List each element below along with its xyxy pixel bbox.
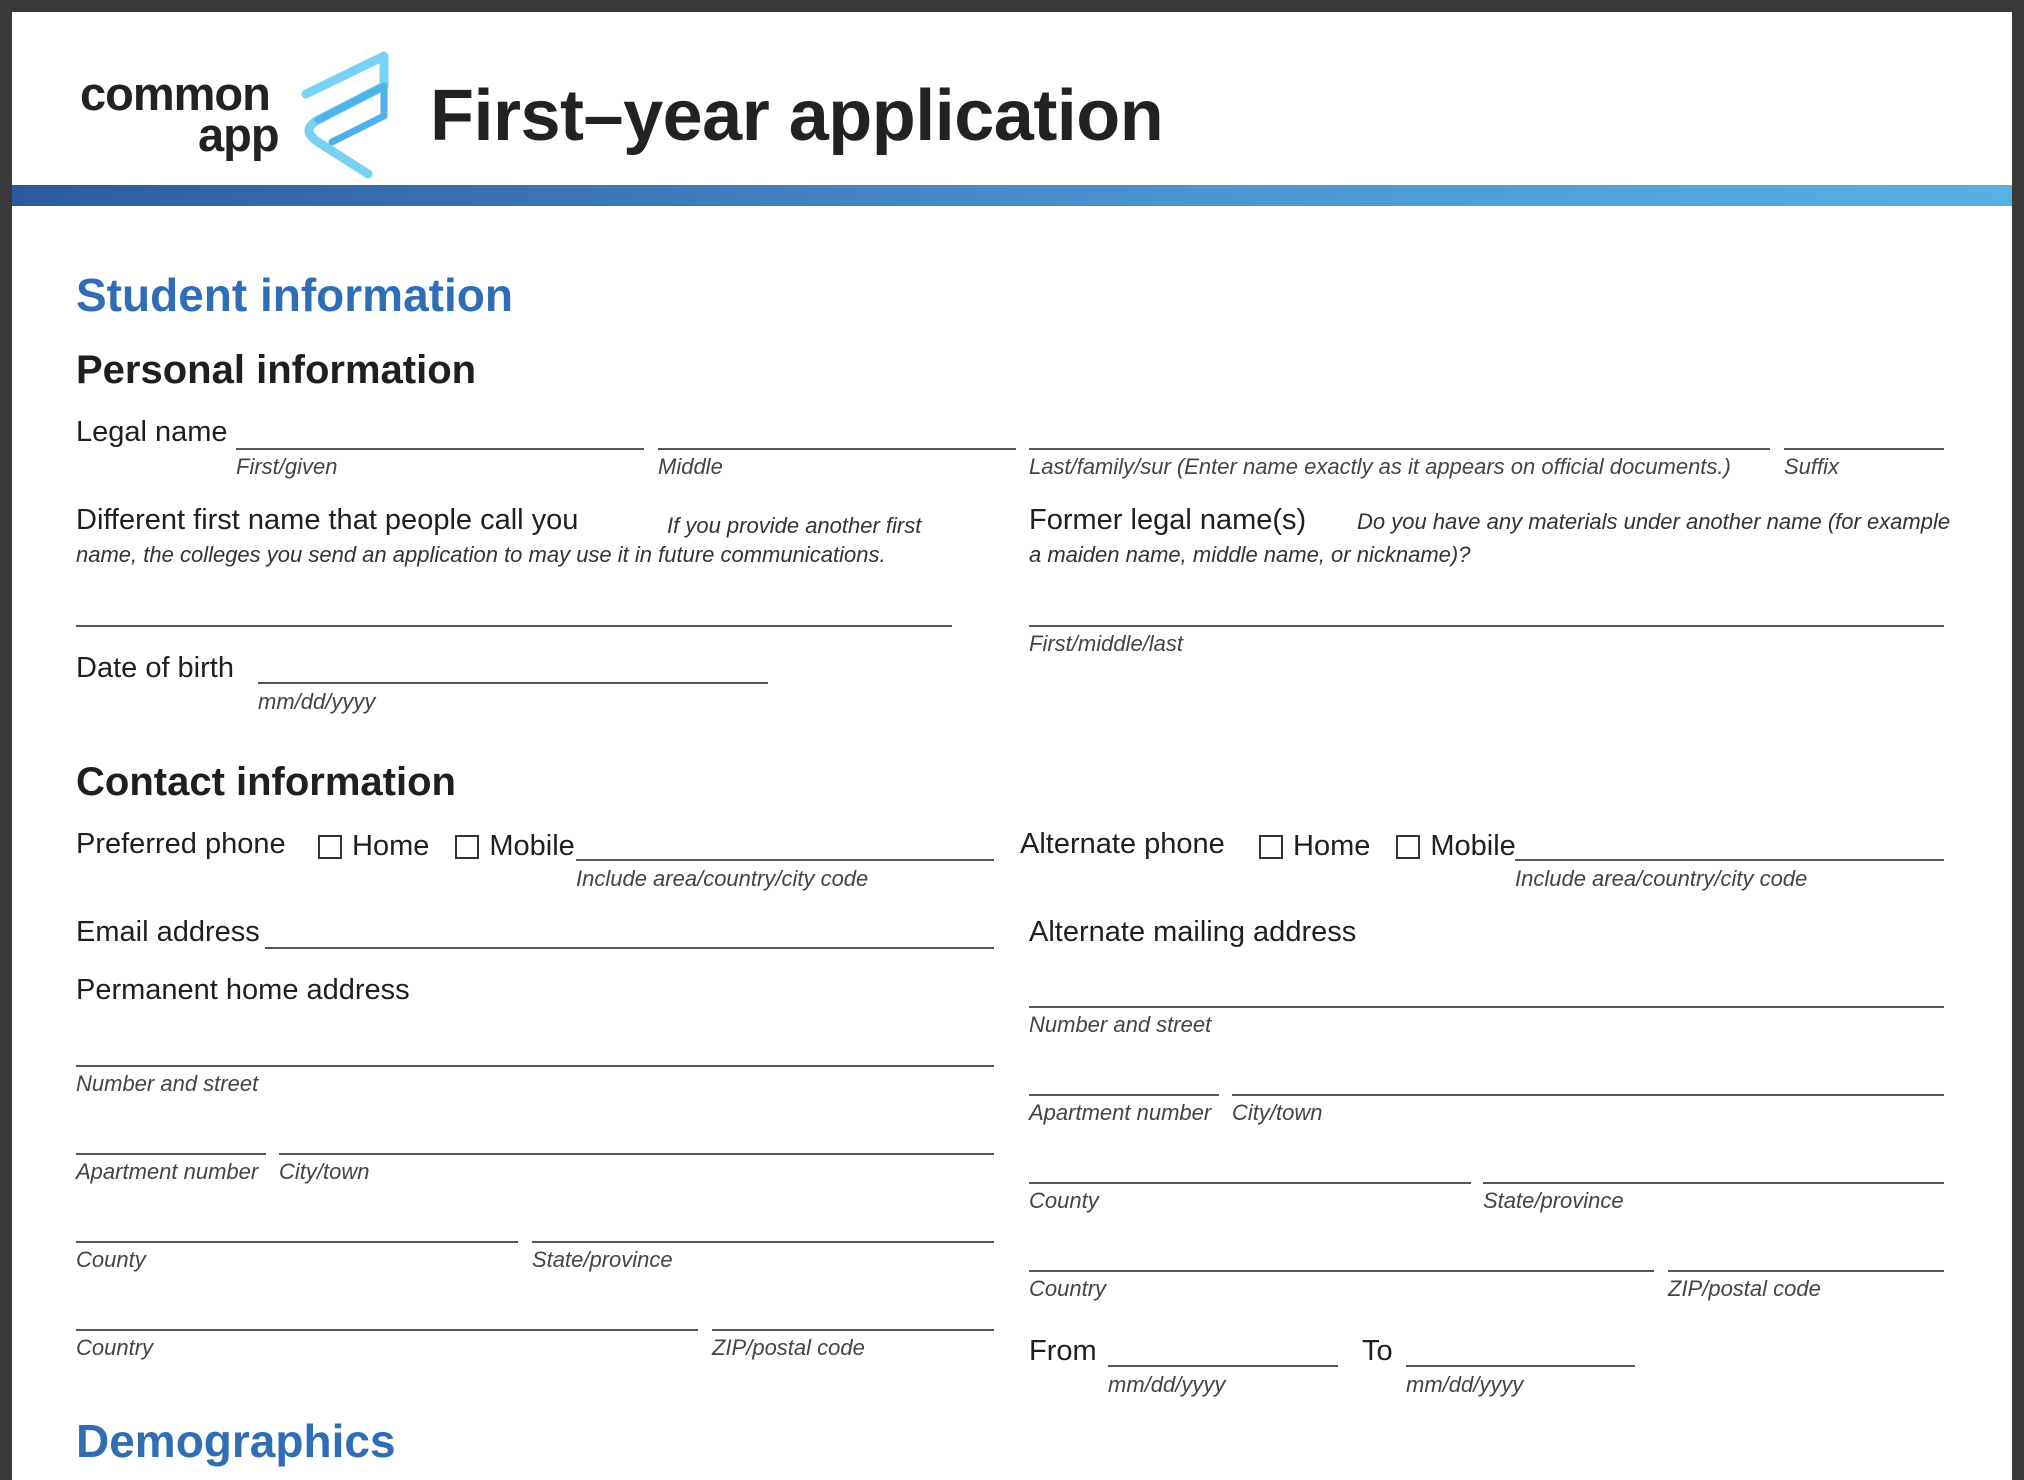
former-names-label: Former legal name(s) [1029,504,1307,536]
preferred-phone-mobile-label: Mobile [489,830,575,862]
alt-to-label: To [1362,1335,1393,1367]
preferred-phone-label: Preferred phone [76,828,286,860]
legal-first-name-field[interactable] [236,448,644,450]
alt-street-hint: Number and street [1029,1012,1212,1037]
preferred-phone-options [318,830,601,863]
home-street-field[interactable] [76,1065,994,1067]
alt-country-hint: Country [1029,1276,1107,1301]
legal-middle-name-hint: Middle [658,454,723,479]
application-page [12,12,2012,1480]
alternate-phone-mobile-checkbox[interactable] [1396,835,1420,859]
logo-text-common: common [80,67,270,120]
alternate-phone-field[interactable] [1515,859,1944,861]
home-apartment-hint: Apartment number [76,1159,259,1184]
alternate-phone-hint: Include area/country/city code [1515,866,1808,891]
alt-apartment-field[interactable] [1029,1094,1219,1096]
home-zip-field[interactable] [712,1329,994,1331]
home-state-hint: State/province [532,1247,673,1272]
alt-street-field[interactable] [1029,1006,1944,1008]
home-country-field[interactable] [76,1329,698,1331]
alt-to-date-hint: mm/dd/yyyy [1406,1372,1524,1397]
former-names-field[interactable] [1029,625,1944,627]
alt-to-date-field[interactable] [1406,1365,1635,1367]
home-state-field[interactable] [532,1241,994,1243]
home-city-field[interactable] [279,1153,994,1155]
alternate-phone-label: Alternate phone [1020,828,1225,860]
common-app-logo-icon [298,46,398,184]
legal-last-name-field[interactable] [1029,448,1770,450]
alternate-phone-options [1259,830,1542,863]
alt-from-date-hint: mm/dd/yyyy [1108,1372,1226,1397]
alt-from-label: From [1029,1335,1097,1367]
alt-zip-field[interactable] [1668,1270,1944,1272]
preferred-phone-home-checkbox[interactable] [318,835,342,859]
alt-address-label: Alternate mailing address [1029,916,1357,948]
home-county-hint: County [76,1247,146,1272]
former-names-note-1: Do you have any materials under another name (for example [1357,509,1951,534]
preferred-phone-mobile-checkbox[interactable] [455,835,479,859]
email-label: Email address [76,916,260,948]
home-zip-hint: ZIP/postal code [712,1335,865,1360]
alt-zip-hint: ZIP/postal code [1668,1276,1821,1301]
alt-county-hint: County [1029,1188,1099,1213]
preferred-name-note-2: name, the colleges you send an application to may use it in future communications. [76,542,886,567]
logo-text-app: app [198,108,279,161]
alt-city-field[interactable] [1232,1094,1944,1096]
alternate-phone-mobile-label: Mobile [1430,830,1516,862]
alt-from-date-field[interactable] [1108,1365,1338,1367]
home-street-hint: Number and street [76,1071,259,1096]
alt-country-field[interactable] [1029,1270,1654,1272]
alt-state-field[interactable] [1483,1182,1944,1184]
subsection-contact-information: Contact information [76,760,456,804]
preferred-phone-hint: Include area/country/city code [576,866,869,891]
alt-apartment-hint: Apartment number [1029,1100,1212,1125]
preferred-phone-home-label: Home [352,830,430,862]
email-field[interactable] [265,947,994,949]
header-gradient-bar [12,185,2012,206]
preferred-name-label: Different first name that people call you [76,504,579,536]
preferred-name-note-1: If you provide another first [667,513,922,538]
alt-county-field[interactable] [1029,1182,1471,1184]
home-apartment-field[interactable] [76,1153,266,1155]
alternate-phone-home-label: Home [1293,830,1371,862]
alt-city-hint: City/town [1232,1100,1323,1125]
subsection-personal-information: Personal information [76,348,477,392]
legal-name-label: Legal name [76,416,228,448]
dob-hint: mm/dd/yyyy [258,689,376,714]
dob-field[interactable] [258,682,768,684]
preferred-phone-field[interactable] [576,859,994,861]
preferred-name-field[interactable] [76,625,952,627]
former-names-hint: First/middle/last [1029,631,1184,656]
legal-middle-name-field[interactable] [658,448,1016,450]
page-title: First–year application [430,76,1164,156]
home-address-label: Permanent home address [76,974,410,1006]
home-county-field[interactable] [76,1241,518,1243]
former-names-note-2: a maiden name, middle name, or nickname)? [1029,542,1471,567]
legal-suffix-field[interactable] [1784,448,1944,450]
legal-last-name-hint: Last/family/sur (Enter name exactly as it appears on official documents.) [1029,454,1731,479]
alternate-phone-home-checkbox[interactable] [1259,835,1283,859]
home-country-hint: Country [76,1335,154,1360]
legal-first-name-hint: First/given [236,454,338,479]
section-student-information: Student information [76,269,513,321]
alt-state-hint: State/province [1483,1188,1624,1213]
dob-label: Date of birth [76,652,234,684]
legal-suffix-hint: Suffix [1784,454,1840,479]
section-demographics: Demographics [76,1415,396,1467]
home-city-hint: City/town [279,1159,370,1184]
